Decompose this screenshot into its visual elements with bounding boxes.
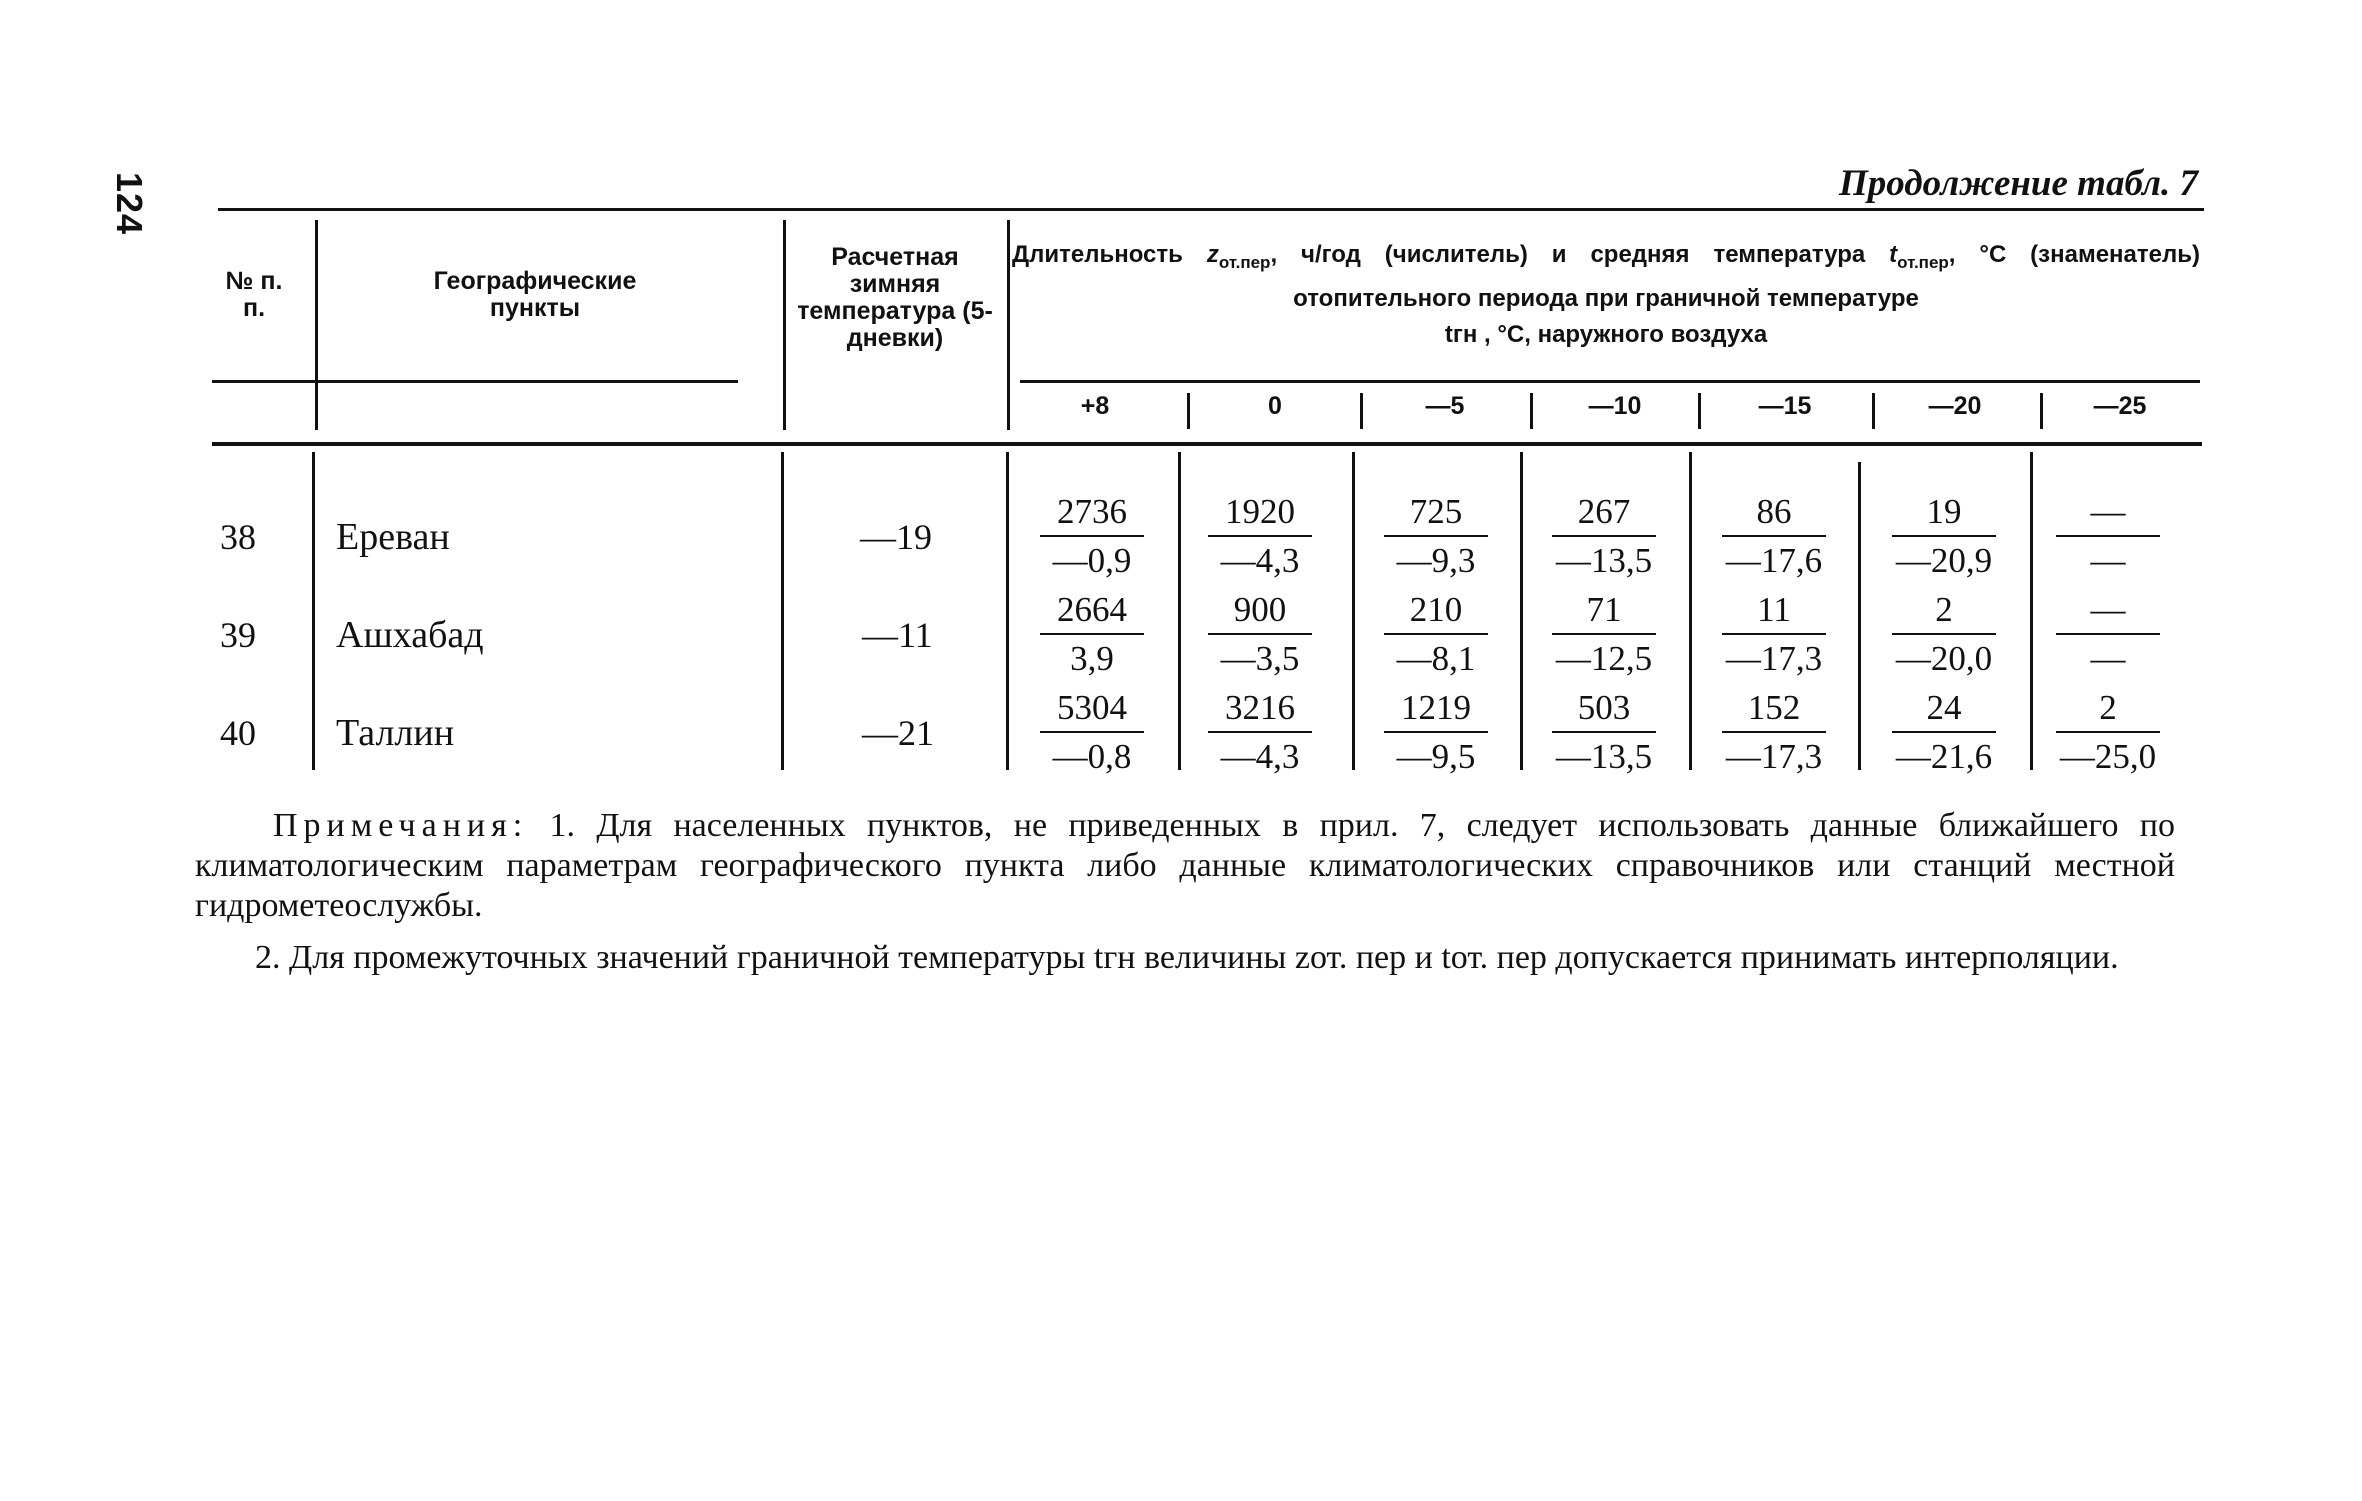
header-vline-7 [1698,393,1701,429]
note-2: 2. Для промежуточных значений граничной температуры tгн величины zот. пер и tот. пер допускается принимать интерполяции. [255,939,2119,976]
fraction-cell: $\frac{2664}{3,9}$ [1032,592,1152,676]
body-vline-7 [1689,452,1692,770]
fraction-cell: $\frac{152}{—17,3}$ [1714,690,1834,774]
boundary-temp-header: —15 [1758,392,1812,420]
header-vline-2 [783,220,786,430]
fraction-cell: $\frac{71}{—12,5}$ [1544,592,1664,676]
header-mid-rule-right [1020,380,2200,383]
boundary-temp-header: +8 [1080,392,1110,420]
header-bottom-rule [212,442,2202,446]
fraction-cell: $\frac{267}{—13,5}$ [1544,494,1664,578]
note-1 [195,806,2175,926]
fraction-cell: $\frac{19}{—20,9}$ [1884,494,2004,578]
row-number: 40 [220,713,256,753]
row-number: 39 [220,615,256,655]
header-design-temp: Расчетная зимняя температура (5- дневки) [797,243,993,352]
page-number: 124 [109,172,150,236]
header-vline-1 [315,220,318,430]
fraction-cell: $\frac{5304}{—0,8}$ [1032,690,1152,774]
body-vline-4 [1178,452,1181,770]
row-design-temp: —11 [862,615,933,655]
row-place: Таллин [336,712,455,754]
notes [195,806,2175,978]
header-vline-5 [1360,393,1363,429]
header-mid-rule [212,380,738,383]
header-vline-4 [1187,393,1190,429]
body-vline-1 [312,452,315,770]
boundary-temp-header: —10 [1588,392,1642,420]
boundary-temp-header: —5 [1425,392,1465,420]
notes-lead: Примечания: [273,807,529,844]
boundary-temp-header: —25 [2093,392,2147,420]
row-design-temp: —19 [860,517,932,557]
boundary-temp-header: 0 [1268,392,1282,420]
fraction-cell: $\frac{1219}{—9,5}$ [1376,690,1496,774]
header-vline-6 [1530,393,1533,429]
header-number: № п. п. [225,267,283,322]
fraction-cell: — — [2048,592,2168,676]
continuation-label: Продолжение табл. 7 [1839,163,2198,204]
row-design-temp: —21 [862,713,934,753]
body-vline-5 [1352,452,1355,770]
row-number: 38 [220,517,256,557]
fraction-cell: $\frac{2736}{—0,9}$ [1032,494,1152,578]
body-vline-3 [1006,452,1009,770]
fraction-cell: — — [2048,494,2168,578]
row-place: Ереван [336,516,450,558]
header-vline-8 [1872,393,1875,429]
fraction-cell: $\frac{2}{—25,0}$ [2048,690,2168,774]
fraction-cell: $\frac{11}{—17,3}$ [1714,592,1834,676]
body-vline-6 [1520,452,1523,770]
fraction-cell: $\frac{503}{—13,5}$ [1544,690,1664,774]
fraction-cell: $\frac{86}{—17,6}$ [1714,494,1834,578]
note-1-text: 1. Для населенных пунктов, не приведенных в прил. 7, следует использовать данные ближайшего по климатологическим параметрам географического пункта либо данные климатологических справочников или станций местной гидрометеослужбы. [195,807,2176,924]
fraction-cell: $\frac{2}{—20,0}$ [1884,592,2004,676]
body-vline-2 [781,452,784,770]
fraction-cell: $\frac{210}{—8,1}$ [1376,592,1496,676]
body-vline-9 [2030,452,2033,770]
header-vline-9 [2040,393,2043,429]
boundary-temp-header: —20 [1928,392,1982,420]
fraction-cell: $\frac{1920}{—4,3}$ [1200,494,1320,578]
header-vline-3 [1007,220,1010,430]
fraction-cell: $\frac{900}{—3,5}$ [1200,592,1320,676]
fraction-cell: $\frac{3216}{—4,3}$ [1200,690,1320,774]
top-rule [218,208,2204,211]
header-duration: Длительность $z_{от.пер}$, ч/год (числитель) и средняя температура $t_{от.пер}$, °C (знаменатель) отопительного периода при граничной температуре tгн , °C, наружного воздуха [1012,241,2200,348]
row-place: Ашхабад [336,614,484,656]
fraction-cell: $\frac{725}{—9,3}$ [1376,494,1496,578]
body-vline-8 [1858,462,1861,770]
fraction-cell: $\frac{24}{—21,6}$ [1884,690,2004,774]
header-place: Географические пункты [433,267,637,322]
